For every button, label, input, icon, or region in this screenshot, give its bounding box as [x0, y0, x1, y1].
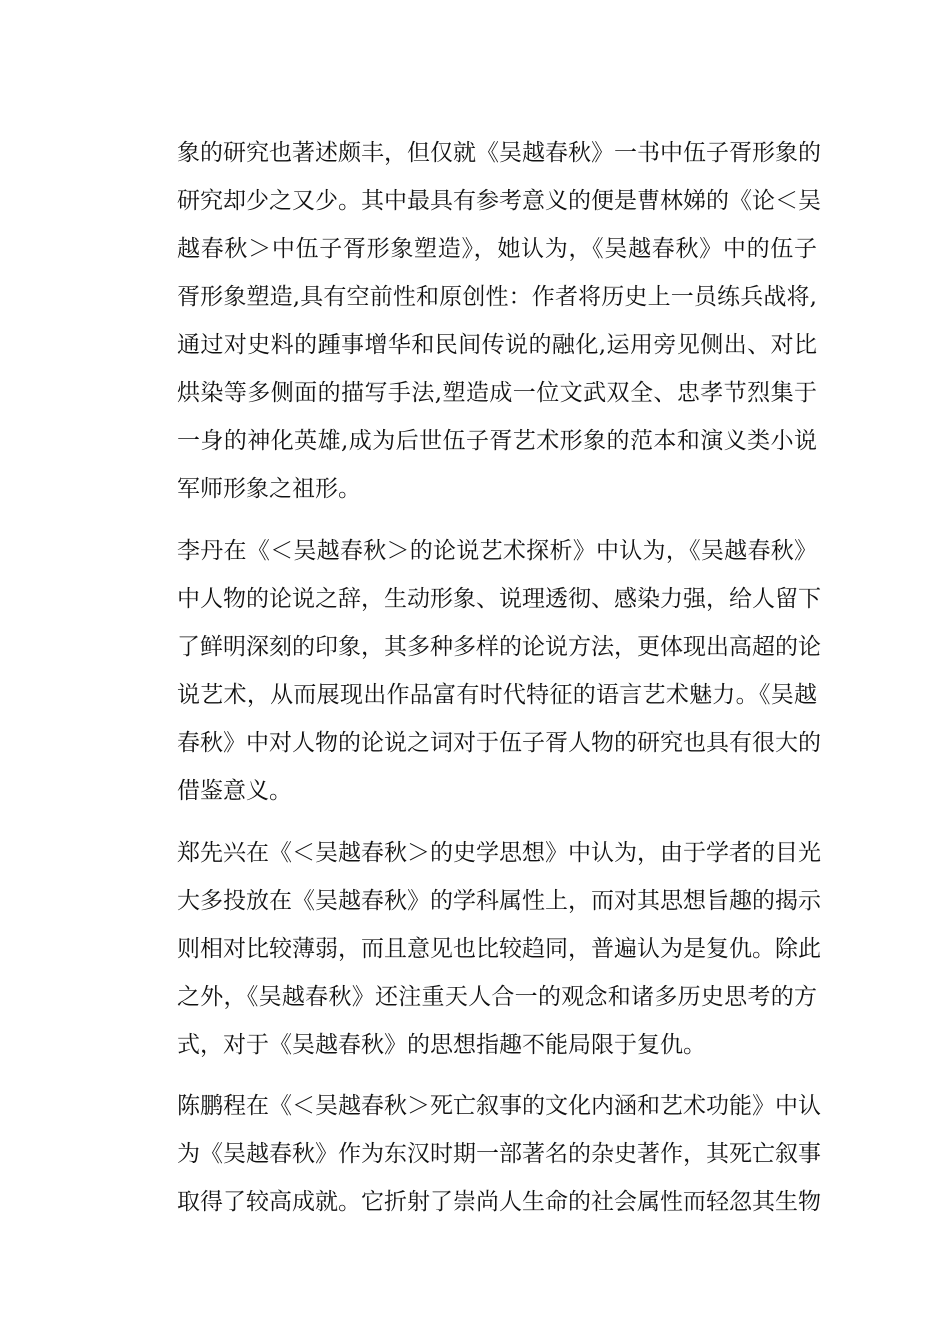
text-line: 研究却少之又少。其中最具有参考意义的便是曹林娣的《论＜吴	[177, 188, 821, 214]
text-line: 军师形象之祖形。	[177, 476, 361, 502]
text-line: 则相对比较薄弱，而且意见也比较趋同，普遍认为是复仇。除此	[177, 936, 821, 962]
text-line: 越春秋＞中伍子胥形象塑造》，她认为，《吴越春秋》中的伍子	[177, 236, 817, 262]
text-line: 烘染等多侧面的描写手法,塑造成一位文武双全、忠孝节烈集于	[177, 380, 817, 406]
text-line: 说艺术，从而展现出作品富有时代特征的语言艺术魅力。《吴越	[177, 682, 817, 708]
text-line: 通过对史料的踵事增华和民间传说的融化,运用旁见侧出、对比	[177, 332, 817, 358]
text-line: 大多投放在《吴越春秋》的学科属性上，而对其思想旨趣的揭示	[177, 888, 821, 914]
text-line: 胥形象塑造,具有空前性和原创性：作者将历史上一员练兵战将,	[177, 284, 817, 310]
text-line: 一身的神化英雄,成为后世伍子胥艺术形象的范本和演义类小说	[177, 428, 817, 454]
text-line: 中人物的论说之辞，生动形象、说理透彻、感染力强，给人留下	[177, 586, 821, 612]
text-line: 式，对于《吴越春秋》的思想指趣不能局限于复仇。	[177, 1032, 706, 1058]
text-line: 之外，《吴越春秋》还注重天人合一的观念和诸多历史思考的方	[177, 984, 817, 1010]
text-line: 陈鹏程在《＜吴越春秋＞死亡叙事的文化内涵和艺术功能》中认	[177, 1093, 821, 1119]
text-line: 取得了较高成就。它折射了崇尚人生命的社会属性而轻忽其生物	[177, 1189, 821, 1215]
text-line: 了鲜明深刻的印象，其多种多样的论说方法，更体现出高超的论	[177, 634, 821, 660]
text-line: 为《吴越春秋》作为东汉时期一部著名的杂史著作，其死亡叙事	[177, 1141, 821, 1167]
text-line: 象的研究也著述颇丰，但仅就《吴越春秋》一书中伍子胥形象的	[177, 140, 821, 166]
text-line: 李丹在《＜吴越春秋＞的论说艺术探析》中认为，《吴越春秋》	[177, 538, 817, 564]
text-line: 郑先兴在《＜吴越春秋＞的史学思想》中认为，由于学者的目光	[177, 840, 821, 866]
text-line: 春秋》中对人物的论说之词对于伍子胥人物的研究也具有很大的	[177, 730, 821, 756]
text-line: 借鉴意义。	[177, 778, 292, 804]
